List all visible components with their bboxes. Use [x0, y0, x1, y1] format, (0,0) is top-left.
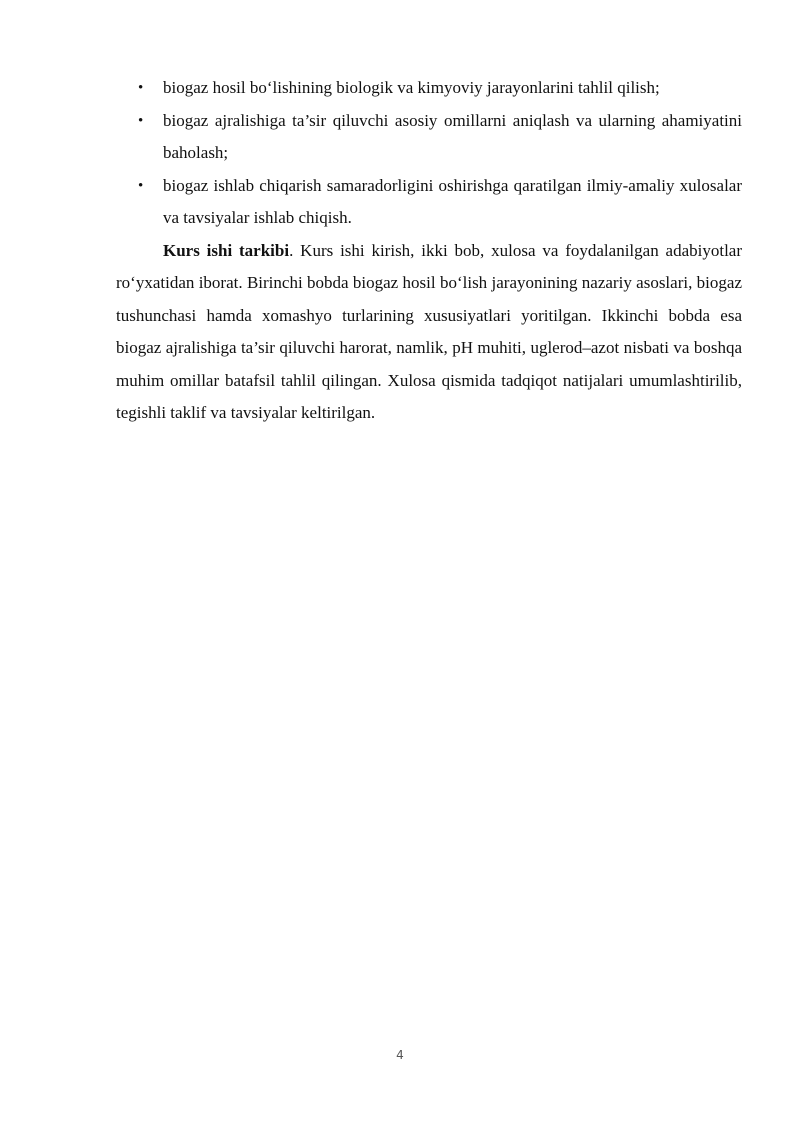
list-item [116, 105, 742, 170]
bullet-icon: • [138, 80, 144, 96]
structure-heading: Kurs ishi tarkibi [163, 240, 290, 260]
heading-punctuation: . [289, 240, 294, 260]
list-item-text: biogaz ajralishiga ta’sir qiluvchi asosiy omillarni aniqlash va ularning ahamiyatini baholash; [163, 110, 742, 162]
structure-body: Kurs ishi kirish, ikki bob, xulosa va foydalanilgan adabiyotlar ro‘yxatidan iborat. Birinchi bobda biogaz hosil bo‘lish jarayonining nazariy asoslari, biogaz tushunchasi hamda xomashyo turlarining xususiyatlari yoritilgan. Ikkinchi bobda esa biogaz ajralishiga ta’sir qiluvchi harorat, namlik, pH muhiti, uglerod–azot nisbati va boshqa muhim omillar batafsil tahlil qilingan. Xulosa qismida tadqiqot natijalari umumlashtirilib, tegishli taklif va tavsiyalar keltirilgan. [116, 240, 742, 422]
objectives-list [116, 72, 742, 235]
page-number: 4 [396, 1048, 404, 1062]
list-item [116, 170, 742, 235]
list-item [116, 72, 742, 105]
bullet-icon: • [138, 112, 144, 129]
structure-paragraph [116, 235, 742, 430]
bullet-icon: • [138, 177, 144, 194]
list-item-text: biogaz hosil bo‘lishining biologik va kimyoviy jarayonlarini tahlil qilish; [163, 78, 660, 97]
list-item-text: biogaz ishlab chiqarish samaradorligini oshirishga qaratilgan ilmiy-amaliy xulosalar va tavsiyalar ishlab chiqish. [163, 175, 742, 227]
page-content [116, 72, 742, 430]
